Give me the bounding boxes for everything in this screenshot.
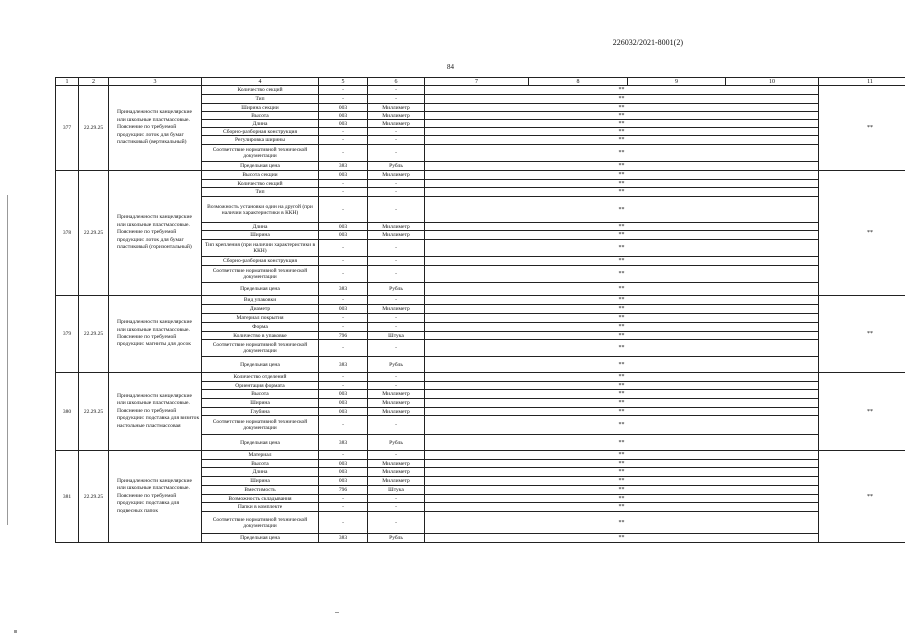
unit-name-cell: Миллиметр — [368, 171, 425, 180]
characteristic-name-cell: Предельная цена — [202, 357, 319, 373]
characteristic-value-cell: ** — [425, 534, 819, 543]
unit-name-cell: - — [368, 296, 425, 305]
unit-name-cell: - — [368, 340, 425, 357]
okei-code-cell: 383 — [319, 357, 368, 373]
scan-mark — [7, 195, 8, 525]
okei-code-cell: 383 — [319, 162, 368, 171]
justification-cell: ** — [819, 171, 905, 296]
characteristic-name-cell: Предельная цена — [202, 283, 319, 296]
table-header-row — [56, 78, 905, 86]
characteristic-value-cell: ** — [425, 128, 819, 136]
document-id: 226032/2021-8001(2) — [612, 38, 683, 47]
characteristic-value-cell: ** — [425, 180, 819, 188]
characteristic-name-cell: Ширина — [202, 231, 319, 240]
characteristic-name-cell: Ориентация формата — [202, 382, 319, 390]
okei-code-cell: - — [319, 512, 368, 534]
characteristic-value-cell: ** — [425, 257, 819, 266]
okei-code-cell: 003 — [319, 477, 368, 486]
unit-name-cell: - — [368, 266, 425, 283]
characteristic-value-cell: ** — [425, 357, 819, 373]
characteristic-name-cell: Регулировка ширины — [202, 136, 319, 145]
okei-code-cell: 383 — [319, 283, 368, 296]
characteristic-value-cell: ** — [425, 435, 819, 451]
characteristic-name-cell: Тип крепления (при наличии характеристики в ККН) — [202, 240, 319, 257]
characteristic-value-cell: ** — [425, 223, 819, 231]
justification-cell: ** — [819, 296, 905, 373]
unit-name-cell: Миллиметр — [368, 477, 425, 486]
unit-name-cell: Миллиметр — [368, 468, 425, 477]
characteristic-value-cell: ** — [425, 95, 819, 104]
characteristic-value-cell: ** — [425, 136, 819, 145]
scan-mark — [335, 612, 339, 613]
characteristic-value-cell: ** — [425, 145, 819, 162]
characteristic-value-cell: ** — [425, 323, 819, 332]
justification-cell: ** — [819, 86, 905, 171]
unit-name-cell: Рубль — [368, 534, 425, 543]
characteristic-name-cell: Сборно-разборная конструкция — [202, 257, 319, 266]
unit-name-cell: Миллиметр — [368, 399, 425, 408]
unit-name-cell: - — [368, 128, 425, 136]
table-row — [56, 171, 905, 180]
okei-code-cell: 003 — [319, 223, 368, 231]
characteristic-name-cell: Длина — [202, 468, 319, 477]
characteristic-name-cell: Количество в упаковке — [202, 332, 319, 340]
characteristic-name-cell: Высота секции — [202, 171, 319, 180]
unit-name-cell: - — [368, 314, 425, 323]
unit-name-cell: Миллиметр — [368, 104, 425, 112]
unit-name-cell: - — [368, 416, 425, 435]
characteristic-value-cell: ** — [425, 188, 819, 197]
characteristic-name-cell: Соответствие нормативной технической документации — [202, 512, 319, 534]
characteristic-name-cell: Ширина секции — [202, 104, 319, 112]
characteristic-value-cell: ** — [425, 373, 819, 382]
column-number-cell: 5 — [319, 78, 368, 86]
characteristic-value-cell: ** — [425, 240, 819, 257]
okei-code-cell: 003 — [319, 399, 368, 408]
table-row — [56, 296, 905, 305]
scan-mark — [14, 630, 17, 633]
okei-code-cell: - — [319, 266, 368, 283]
characteristic-name-cell: Папки в комплекте — [202, 503, 319, 512]
okei-code-cell: 003 — [319, 104, 368, 112]
column-number-cell: 9 — [628, 78, 726, 86]
unit-name-cell: - — [368, 95, 425, 104]
product-name-cell: Принадлежности канцелярские или школьные пластмассовые. Пояснение по требуемой продукции: лоток для бумаг пластиковый (вертикальный) — [109, 86, 202, 171]
characteristic-name-cell: Тип — [202, 95, 319, 104]
characteristic-name-cell: Высота — [202, 460, 319, 468]
okei-code-cell: - — [319, 296, 368, 305]
unit-name-cell: - — [368, 136, 425, 145]
unit-name-cell: Миллиметр — [368, 408, 425, 416]
characteristic-value-cell: ** — [425, 468, 819, 477]
okei-code-cell: - — [319, 340, 368, 357]
characteristic-name-cell: Возможность установки один на другой (при наличии характеристики в ККН) — [202, 197, 319, 223]
row-number-cell: 379 — [56, 296, 79, 373]
characteristic-value-cell: ** — [425, 112, 819, 120]
characteristic-value-cell: ** — [425, 408, 819, 416]
characteristic-value-cell: ** — [425, 332, 819, 340]
column-number-cell: 2 — [79, 78, 109, 86]
column-number-cell: 1 — [56, 78, 79, 86]
justification-cell: ** — [819, 373, 905, 451]
characteristic-value-cell: ** — [425, 120, 819, 128]
characteristic-name-cell: Сборно-разборная конструкция — [202, 128, 319, 136]
okei-code-cell: 003 — [319, 305, 368, 314]
justification-cell: ** — [819, 451, 905, 543]
unit-name-cell: Миллиметр — [368, 231, 425, 240]
okei-code-cell: - — [319, 188, 368, 197]
unit-name-cell: - — [368, 197, 425, 223]
procurement-table — [55, 77, 873, 543]
unit-name-cell: - — [368, 86, 425, 95]
okei-code-cell: - — [319, 314, 368, 323]
unit-name-cell: - — [368, 382, 425, 390]
characteristic-name-cell: Длина — [202, 120, 319, 128]
characteristic-value-cell: ** — [425, 486, 819, 495]
column-number-cell: 11 — [819, 78, 905, 86]
characteristic-value-cell: ** — [425, 314, 819, 323]
column-number-cell: 10 — [726, 78, 819, 86]
characteristic-name-cell: Количество секций — [202, 86, 319, 95]
unit-name-cell: Штука — [368, 332, 425, 340]
column-number-cell: 4 — [202, 78, 319, 86]
characteristic-name-cell: Количество секций — [202, 180, 319, 188]
characteristic-name-cell: Предельная цена — [202, 534, 319, 543]
characteristic-value-cell: ** — [425, 382, 819, 390]
characteristic-value-cell: ** — [425, 512, 819, 534]
characteristic-value-cell: ** — [425, 503, 819, 512]
okei-code-cell: - — [319, 503, 368, 512]
okei-code-cell: - — [319, 257, 368, 266]
characteristic-name-cell: Предельная цена — [202, 162, 319, 171]
characteristic-name-cell: Соответствие нормативной технической документации — [202, 416, 319, 435]
characteristic-name-cell: Предельная цена — [202, 435, 319, 451]
characteristic-value-cell: ** — [425, 460, 819, 468]
characteristic-value-cell: ** — [425, 266, 819, 283]
characteristic-value-cell: ** — [425, 104, 819, 112]
characteristic-value-cell: ** — [425, 171, 819, 180]
okei-code-cell: 796 — [319, 332, 368, 340]
okei-code-cell: - — [319, 373, 368, 382]
okei-code-cell: 003 — [319, 231, 368, 240]
okei-code-cell: 003 — [319, 408, 368, 416]
unit-name-cell: - — [368, 451, 425, 460]
okei-code-cell: 383 — [319, 534, 368, 543]
characteristic-name-cell: Соответствие нормативной технической документации — [202, 266, 319, 283]
column-number-cell: 3 — [109, 78, 202, 86]
unit-name-cell: Миллиметр — [368, 112, 425, 120]
unit-name-cell: - — [368, 373, 425, 382]
unit-name-cell: Миллиметр — [368, 305, 425, 314]
characteristic-name-cell: Диаметр — [202, 305, 319, 314]
table-row — [56, 86, 905, 95]
okei-code-cell: 796 — [319, 486, 368, 495]
unit-name-cell: Миллиметр — [368, 460, 425, 468]
okei-code-cell: - — [319, 145, 368, 162]
okpd-code-cell: 22.29.25 — [79, 296, 109, 373]
unit-name-cell: - — [368, 257, 425, 266]
table-row — [56, 451, 905, 460]
characteristic-value-cell: ** — [425, 416, 819, 435]
row-number-cell: 378 — [56, 171, 79, 296]
characteristic-value-cell: ** — [425, 86, 819, 95]
okei-code-cell: - — [319, 180, 368, 188]
okei-code-cell: 003 — [319, 460, 368, 468]
okei-code-cell: - — [319, 495, 368, 503]
characteristic-value-cell: ** — [425, 390, 819, 399]
okpd-code-cell: 22.29.25 — [79, 373, 109, 451]
okei-code-cell: - — [319, 128, 368, 136]
unit-name-cell: Миллиметр — [368, 390, 425, 399]
characteristic-name-cell: Соответствие нормативной технической документации — [202, 340, 319, 357]
unit-name-cell: - — [368, 145, 425, 162]
okei-code-cell: 003 — [319, 171, 368, 180]
characteristic-name-cell: Материал — [202, 451, 319, 460]
characteristic-name-cell: Форма — [202, 323, 319, 332]
product-name-cell: Принадлежности канцелярские или школьные пластмассовые. Пояснение по требуемой продукции: магниты для досок — [109, 296, 202, 373]
characteristic-name-cell: Соответствие нормативной технической документации — [202, 145, 319, 162]
characteristic-value-cell: ** — [425, 477, 819, 486]
okei-code-cell: - — [319, 451, 368, 460]
okei-code-cell: - — [319, 323, 368, 332]
okei-code-cell: 003 — [319, 120, 368, 128]
characteristic-value-cell: ** — [425, 340, 819, 357]
okei-code-cell: 003 — [319, 390, 368, 399]
okei-code-cell: - — [319, 136, 368, 145]
characteristic-value-cell: ** — [425, 451, 819, 460]
okei-code-cell: - — [319, 95, 368, 104]
okei-code-cell: - — [319, 382, 368, 390]
table-row — [56, 373, 905, 382]
characteristic-name-cell: Вместимость — [202, 486, 319, 495]
okpd-code-cell: 22.29.25 — [79, 451, 109, 543]
unit-name-cell: Штука — [368, 486, 425, 495]
column-number-cell: 8 — [529, 78, 628, 86]
page-number: 84 — [447, 63, 454, 71]
column-number-cell: 6 — [368, 78, 425, 86]
characteristic-name-cell: Высота — [202, 390, 319, 399]
characteristic-name-cell: Тип — [202, 188, 319, 197]
characteristic-value-cell: ** — [425, 305, 819, 314]
unit-name-cell: Рубль — [368, 162, 425, 171]
unit-name-cell: - — [368, 180, 425, 188]
unit-name-cell: - — [368, 495, 425, 503]
okpd-code-cell: 22.29.25 — [79, 86, 109, 171]
unit-name-cell: - — [368, 512, 425, 534]
characteristic-value-cell: ** — [425, 296, 819, 305]
row-number-cell: 380 — [56, 373, 79, 451]
characteristic-value-cell: ** — [425, 495, 819, 503]
unit-name-cell: - — [368, 188, 425, 197]
characteristic-name-cell: Ширина — [202, 399, 319, 408]
okei-code-cell: - — [319, 86, 368, 95]
characteristic-value-cell: ** — [425, 283, 819, 296]
characteristic-name-cell: Материал покрытия — [202, 314, 319, 323]
characteristic-name-cell: Возможность складывания — [202, 495, 319, 503]
unit-name-cell: Рубль — [368, 357, 425, 373]
row-number-cell: 381 — [56, 451, 79, 543]
characteristic-value-cell: ** — [425, 162, 819, 171]
unit-name-cell: Рубль — [368, 283, 425, 296]
okei-code-cell: 383 — [319, 435, 368, 451]
okei-code-cell: 003 — [319, 112, 368, 120]
product-name-cell: Принадлежности канцелярские или школьные пластмассовые. Пояснение по требуемой продукции: подставка для подвесных папок — [109, 451, 202, 543]
unit-name-cell: Миллиметр — [368, 223, 425, 231]
characteristic-name-cell: Ширина — [202, 477, 319, 486]
characteristic-value-cell: ** — [425, 197, 819, 223]
okei-code-cell: - — [319, 197, 368, 223]
row-number-cell: 377 — [56, 86, 79, 171]
unit-name-cell: - — [368, 240, 425, 257]
unit-name-cell: - — [368, 503, 425, 512]
product-name-cell: Принадлежности канцелярские или школьные пластмассовые. Пояснение по требуемой продукции: подставка для визиток настольные пластмассовая — [109, 373, 202, 451]
characteristic-name-cell: Количество отделений — [202, 373, 319, 382]
characteristic-name-cell: Длина — [202, 223, 319, 231]
characteristic-value-cell: ** — [425, 231, 819, 240]
product-name-cell: Принадлежности канцелярские или школьные пластмассовые. Пояснение по требуемой продукции: лоток для бумаг пластиковый (горизонтальный) — [109, 171, 202, 296]
okei-code-cell: 003 — [319, 468, 368, 477]
characteristic-name-cell: Высота — [202, 112, 319, 120]
column-number-cell: 7 — [425, 78, 529, 86]
okei-code-cell: - — [319, 416, 368, 435]
characteristic-name-cell: Вид упаковки — [202, 296, 319, 305]
unit-name-cell: Миллиметр — [368, 120, 425, 128]
unit-name-cell: - — [368, 323, 425, 332]
characteristic-value-cell: ** — [425, 399, 819, 408]
okei-code-cell: - — [319, 240, 368, 257]
okpd-code-cell: 22.29.25 — [79, 171, 109, 296]
unit-name-cell: Рубль — [368, 435, 425, 451]
characteristic-name-cell: Глубина — [202, 408, 319, 416]
